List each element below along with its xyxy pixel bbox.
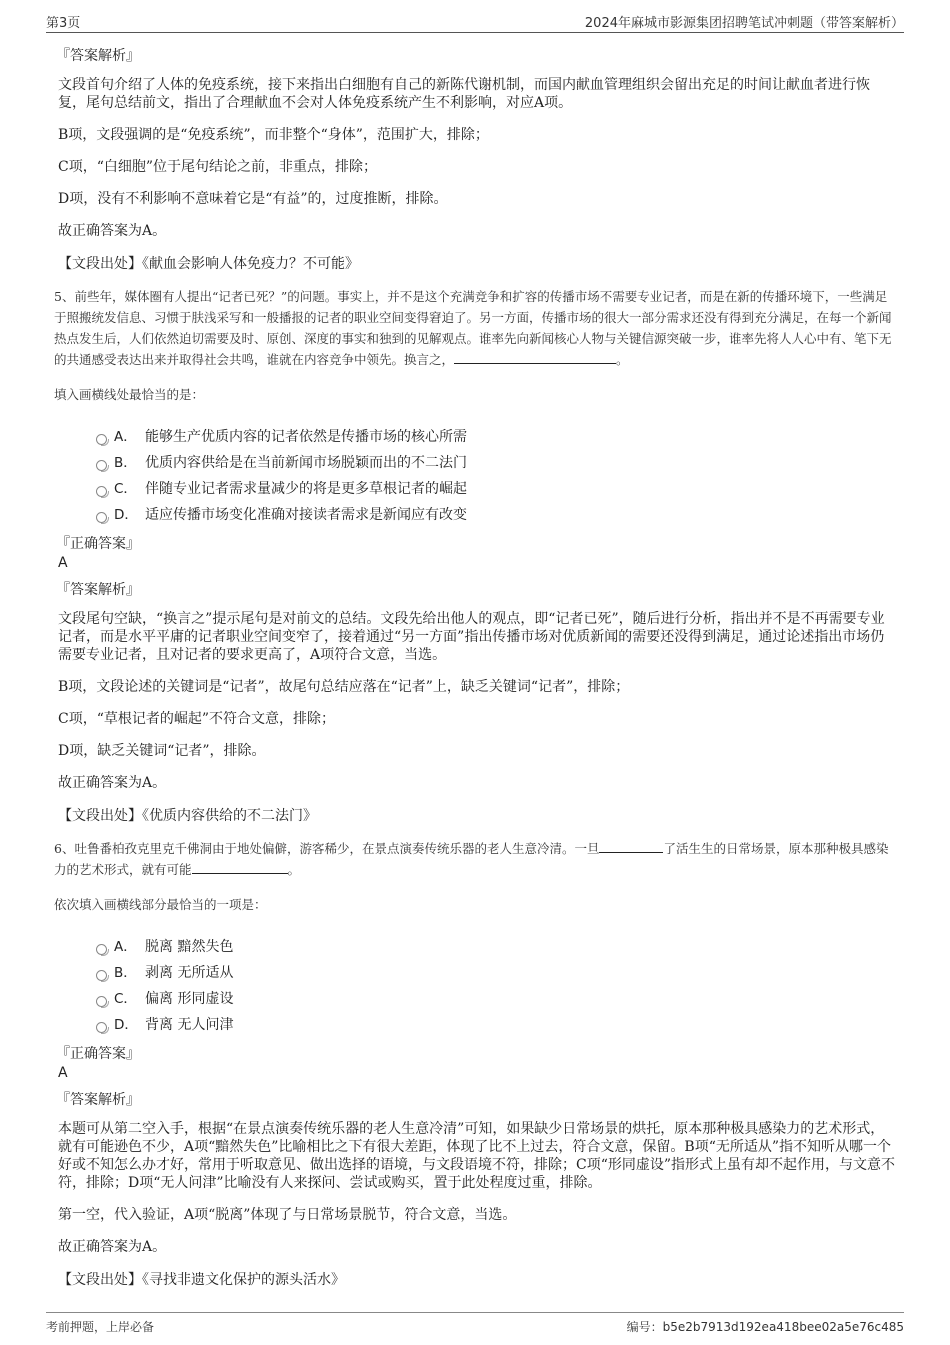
question-6-prompt: 依次填入画横线部分最恰当的一项是： [54,897,267,912]
analysis-paragraph: B项，文段强调的是“免疫系统”，而非整个“身体”，范围扩大，排除； [58,127,489,143]
correct-answer: A [58,555,68,571]
analysis-paragraph: C项，“白细胞”位于尾句结论之前，非重点，排除； [58,159,378,175]
option-b[interactable]: B． 剥离 无所适从 [96,962,896,988]
footer-slogan: 考前押题，上岸必备 [46,1320,155,1334]
answer-analysis-label: 『答案解析』 [56,48,140,64]
radio-button[interactable] [96,486,107,497]
text-source: 【文段出处】《献血会影响人体免疫力？不可能》 [58,256,359,272]
page-footer [46,1312,904,1339]
text-source: 【文段出处】《寻找非遗文化保护的源头活水》 [58,1272,345,1288]
option-a[interactable]: A． 能够生产优质内容的记者依然是传播市场的核心所需 [96,426,896,452]
radio-button[interactable] [96,1022,107,1033]
answer-blank [599,839,663,853]
radio-button[interactable] [96,996,107,1007]
answer-blank [454,350,616,364]
analysis-paragraph: D项，缺乏关键词“记者”，排除。 [58,743,266,759]
question-5-prompt: 填入画横线处最恰当的是： [54,387,205,402]
document-title: 2024年麻城市影源集团招聘笔试冲刺题（带答案解析） [584,16,904,31]
question-6-stem: 6、吐鲁番柏孜克里克千佛洞由于地处偏僻，游客稀少，在景点演奏传统乐器的老人生意冷清。一旦 了活生生的日常场景，原本那种极具感染力的艺术形式，就有可能 。 [54,841,889,877]
analysis-paragraph: D项，没有不利影响不意味着它是“有益”的，过度推断，排除。 [58,191,448,207]
analysis-paragraph: 本题可从第二空入手，根据“在景点演奏传统乐器的老人生意冷清”可知，如果缺少日常场景的烘托，原本那种极具感染力的艺术形式，就有可能逊色不少，A项“黯然失色”比喻相比之下有很大差距，体现了比不上过去，符合文意，保留。B项“无所适从”指不知听从哪一个好或不知怎么办才好，常用于听取意见、做出选择的语境，与文段语境不符，排除；C项“形同虚设”指形式上虽有却不起作用，与文意不符，排除；D项“无人问津”比喻没有人来探问、尝试或购买，置于此处程度过重，排除。 [58,1121,896,1191]
option-a[interactable]: A． 脱离 黯然失色 [96,936,896,962]
radio-button[interactable] [96,512,107,523]
question-5-stem: 5、前些年，媒体圈有人提出“记者已死？”的问题。事实上，并不是这个充满竞争和扩容的传播市场不需要专业记者，而是在新的传播环境下，一些满足于照搬统发信息、习惯于肤浅采写和一般播报的记者的职业空间变得窘迫了。另一方面，传播市场的很大一部分需求还没有得到充分满足，在每一个新闻热点发生后，人们依然迫切需要及时、原创、深度的事实和独到的见解观点。谁率先向新闻核心人物与关键信源突破一步，谁率先将人人心中有、笔下无的共通感受表达出来并取得社会共鸣，谁就在内容竞争中领先。换言之， 。 [54,289,892,367]
page-header [46,10,904,33]
conclusion: 故正确答案为A。 [58,223,167,239]
radio-button[interactable] [96,460,107,471]
option-d[interactable]: D． 适应传播市场变化准确对接读者需求是新闻应有改变 [96,504,896,530]
document-id: 编号：b5e2b7913d192ea418bee02a5e76c485 [626,1320,904,1334]
answer-analysis-label: 『答案解析』 [56,1092,140,1108]
option-c[interactable]: C． 伴随专业记者需求量减少的将是更多草根记者的崛起 [96,478,896,504]
analysis-paragraph: B项，文段论述的关键词是“记者”，故尾句总结应落在“记者”上，缺乏关键词“记者”，排除； [58,679,630,695]
analysis-paragraph: 文段尾句空缺，“换言之”提示尾句是对前文的总结。文段先给出他人的观点，即“记者已死”，随后进行分析，指出并不是不再需要专业记者，而是水平平庸的记者职业空间变窄了，接着通过“另一方面”指出传播市场对优质新闻的需要还没得到满足，通过论述指出市场仍需要专业记者，且对记者的要求更高了，A项符合文意，当选。 [58,611,885,663]
analysis-paragraph: 文段首句介绍了人体的免疫系统，接下来指出白细胞有自己的新陈代谢机制，而国内献血管理组织会留出充足的时间让献血者进行恢复，尾句总结前文，指出了合理献血不会对人体免疫系统产生不利影响，对应A项。 [58,77,870,111]
answer-blank [192,860,288,874]
option-b[interactable]: B． 优质内容供给是在当前新闻市场脱颖而出的不二法门 [96,452,896,478]
page-content [56,40,896,1302]
conclusion: 故正确答案为A。 [58,775,167,791]
correct-answer-label: 『正确答案』 [56,536,140,552]
correct-answer-label: 『正确答案』 [56,1046,140,1062]
answer-analysis-label: 『答案解析』 [56,582,140,598]
question-5-options [56,426,896,530]
option-d[interactable]: D． 背离 无人问津 [96,1014,896,1040]
radio-button[interactable] [96,944,107,955]
question-6-options [56,936,896,1040]
radio-button[interactable] [96,970,107,981]
analysis-paragraph: 第一空，代入验证，A项“脱离”体现了与日常场景脱节，符合文意，当选。 [58,1207,517,1223]
conclusion: 故正确答案为A。 [58,1239,167,1255]
option-c[interactable]: C． 偏离 形同虚设 [96,988,896,1014]
analysis-paragraph: C项，“草根记者的崛起”不符合文意，排除； [58,711,336,727]
correct-answer: A [58,1065,68,1081]
text-source: 【文段出处】《优质内容供给的不二法门》 [58,808,317,824]
radio-button[interactable] [96,434,107,445]
page-number: 第3页 [46,16,81,31]
